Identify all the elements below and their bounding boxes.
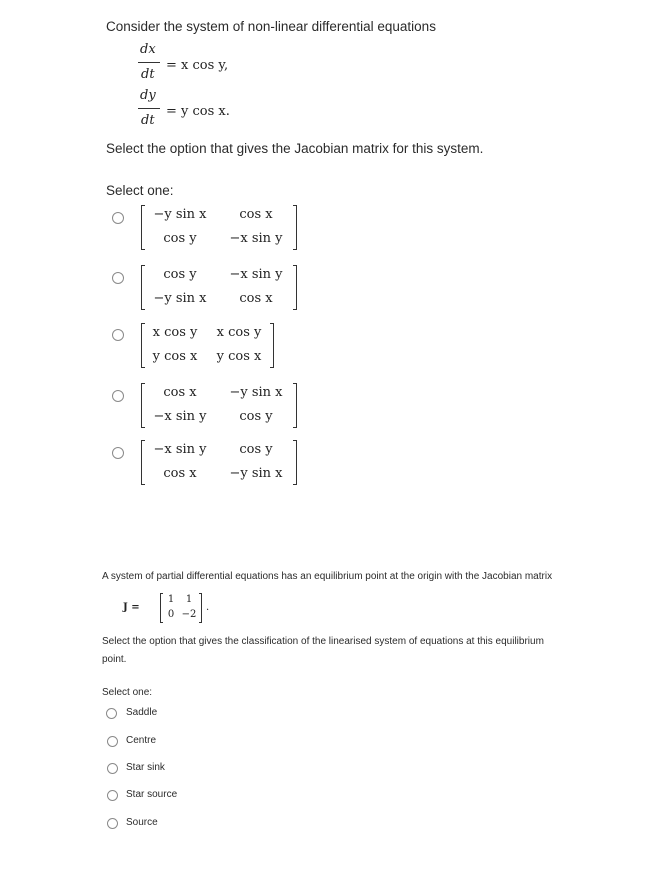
q1-option-5[interactable] [110,439,310,487]
q2-option-saddle[interactable] [106,705,226,723]
jacobian-cell: 1 [167,594,175,605]
q2-intro: A system of partial differential equations has an equilibrium point at the origin with the Jacobian matrix [102,571,553,582]
q2-option-label: Source [126,817,158,828]
q1-option-3-radio[interactable] [112,329,124,341]
matrix-cell: cos y [163,267,197,282]
q1-option-5-radio[interactable] [112,447,124,459]
q2-prompt-line-2: point. [102,654,127,665]
q1-option-4-radio[interactable] [112,390,124,402]
matrix-cell: −y sin x [229,385,283,400]
matrix-cell: cos x [163,466,197,481]
eq2-denominator: dt [141,113,155,128]
eq2-numerator: dy [140,88,156,103]
q2-option-label: Star sink [126,762,165,773]
q2-option-centre-radio[interactable] [107,736,118,747]
q2-option-star-sink-radio[interactable] [107,763,118,774]
q2-option-source-radio[interactable] [107,818,118,829]
eq1-denominator: dt [141,67,155,82]
matrix-cell: −x sin y [153,442,207,457]
matrix-cell: −y sin x [153,207,207,222]
matrix-cell: cos y [239,409,273,424]
matrix-cell: cos x [163,385,197,400]
matrix-cell: x cos y [216,325,262,340]
q2-option-centre[interactable] [106,733,226,751]
matrix-cell: y cos x [216,349,262,364]
jacobian-label: J = [123,602,140,613]
q2-option-saddle-radio[interactable] [106,708,117,719]
q1-intro: Consider the system of non-linear differential equations [106,19,436,34]
matrix-cell: −x sin y [153,409,207,424]
q1-equation-1 [134,40,264,88]
q2-select-one: Select one: [102,687,153,698]
q1-option-2[interactable] [110,264,310,312]
eq1-rhs: = x cos y, [166,58,229,73]
eq2-rhs: = y cos x. [166,104,230,119]
q1-select-one: Select one: [106,183,174,198]
jacobian-period: . [206,602,210,613]
matrix-cell: −x sin y [229,267,283,282]
q1-equation-2 [134,86,264,134]
matrix-cell: −y sin x [153,291,207,306]
q2-option-label: Centre [126,735,157,746]
matrix-cell: cos y [239,442,273,457]
jacobian-cell: 1 [185,594,193,605]
matrix-cell: x cos y [152,325,198,340]
q2-option-label: Star source [126,789,178,800]
q2-option-star-source-radio[interactable] [107,790,118,801]
matrix-cell: −x sin y [229,231,283,246]
matrix-cell: cos y [163,231,197,246]
q2-option-star-source[interactable] [106,787,226,805]
q1-prompt: Select the option that gives the Jacobian matrix for this system. [106,141,484,156]
matrix-cell: −y sin x [229,466,283,481]
jacobian-cell: −2 [181,609,197,620]
q2-option-star-sink[interactable] [106,760,226,778]
jacobian-cell: 0 [167,609,175,620]
eq1-numerator: dx [140,42,156,57]
q1-option-4[interactable] [110,382,310,430]
q1-option-1[interactable] [110,204,310,252]
q2-option-source[interactable] [106,815,226,833]
q1-option-1-radio[interactable] [112,212,124,224]
q2-option-label: Saddle [126,707,158,718]
matrix-cell: y cos x [152,349,198,364]
matrix-cell: cos x [239,207,273,222]
matrix-cell: cos x [239,291,273,306]
q2-prompt-line-1: Select the option that gives the classification of the linearised system of equations at this equilibrium [102,636,544,647]
q2-jacobian [123,592,223,626]
q1-option-3[interactable] [110,322,310,370]
q1-option-2-radio[interactable] [112,272,124,284]
